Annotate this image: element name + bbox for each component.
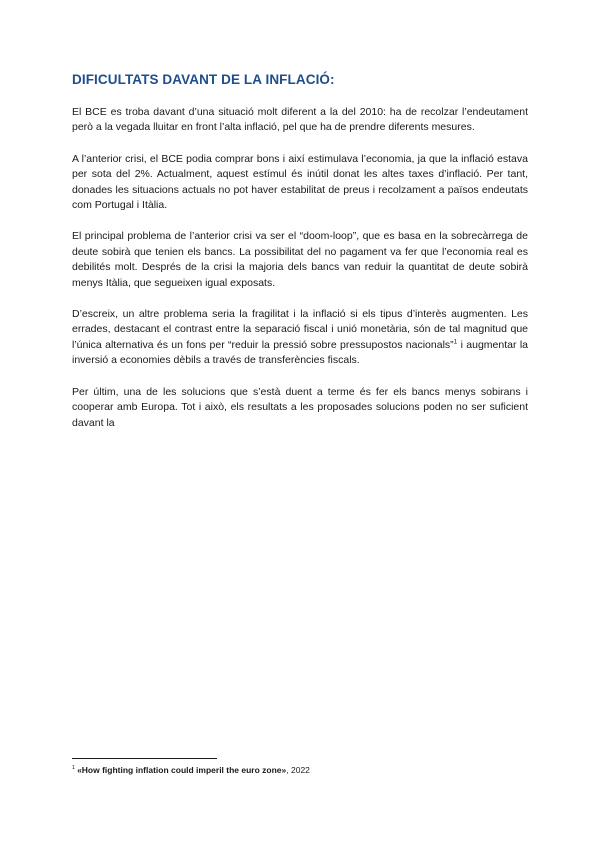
paragraph-5: Per últim, una de les solucions que s’està duent a terme és fer els bancs menys sobirans i cooperar amb Europa. Tot i això, els resultats a les proposades solucions poden no ser suficient davant la (72, 385, 528, 429)
paragraph-4-text-a: D’escreix, un altre problema seria la fragilitat i la inflació si els tipus d’interès augmenten. Les errades, destacant el contrast entre la separació fiscal i unió monetària, són de tal magnitud que l’única alternativa és un fons per “reduir la pressió sobre pressupostos nacionals” (72, 308, 528, 351)
paragraph-4-text-b: i augmentar la inversió a economies dèbils a través de transferències fiscals. (72, 338, 528, 367)
footnote-mark: 1 (72, 765, 76, 772)
paragraph-1: El BCE es troba davant d’una situació molt diferent a la del 2010: ha de recolzar l’endeutament però a la vegada lluitar en front l’alta inflació, pel que ha de prendre diferents mesures. (72, 106, 528, 134)
footnote-divider (72, 758, 217, 759)
paragraph-2: A l’anterior crisi, el BCE podia comprar bons i així estimulava l’economia, ja que la inflació estava per sota del 2%. Actualment, aquest estímul és inútil donat les altes taxes d’inflació. Per tant, donades les situacions actuals no pot haver estabilitat de preus i recolzament a països endeutats com Portugal i Itàlia. (72, 152, 528, 212)
paragraph-4 (72, 307, 528, 369)
page-title: DIFICULTATS DAVANT DE LA INFLACIÓ: (72, 72, 335, 87)
footnote-year: , 2022 (286, 765, 310, 775)
footnote (72, 764, 310, 776)
body-text (72, 105, 528, 447)
paragraph-3: El principal problema de l’anterior crisi va ser el “doom-loop”, que es basa en la sobrecàrrega de deute sobirà que tenien els bancs. La possibilitat del no pagament va fer que l’economia real es debilités molt. Després de la crisi la majoria dels bancs van reduir la quantitat de deute sobirà menys Itàlia, que segueixen igual exposats. (72, 230, 528, 289)
footnote-source: «How fighting inflation could imperil the euro zone» (77, 765, 287, 775)
footnote-reference[interactable]: 1 (453, 338, 458, 346)
